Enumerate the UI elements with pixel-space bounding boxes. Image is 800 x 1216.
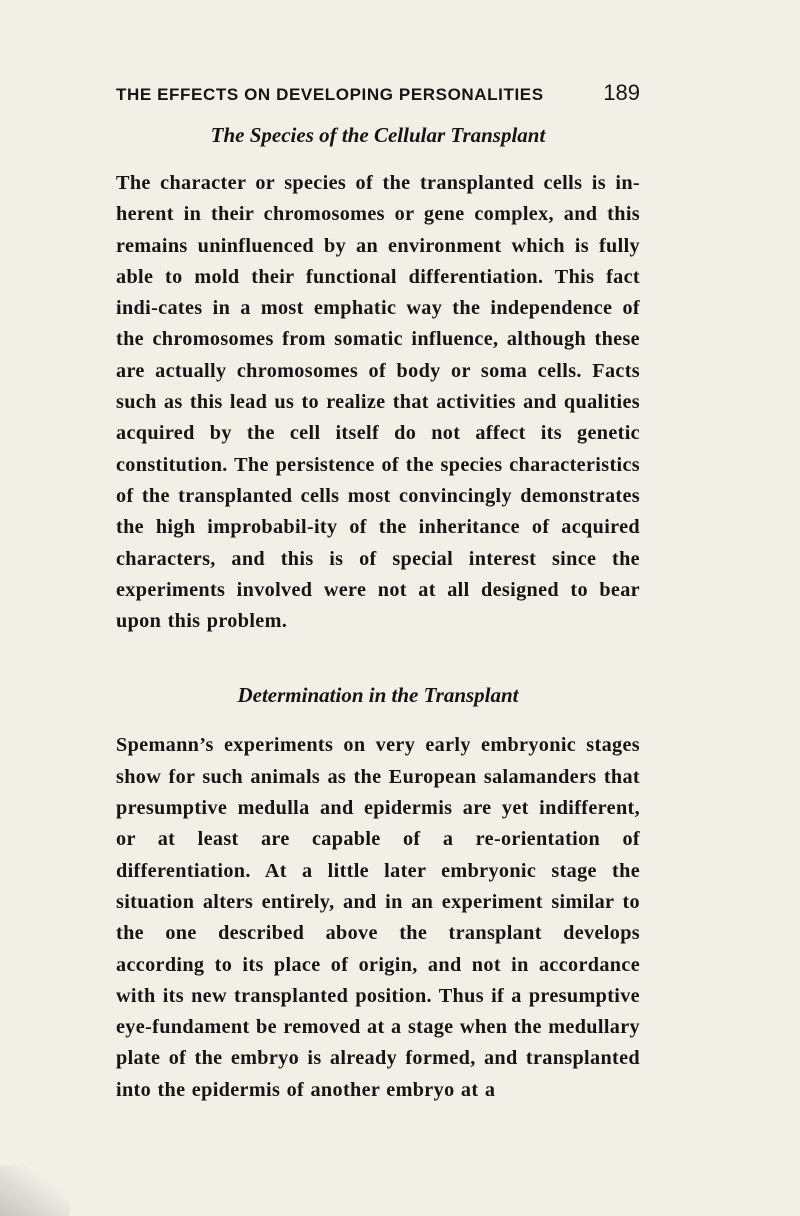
section-species <box>116 118 640 637</box>
body-paragraph: Spemann’s experiments on very early embryonic stages show for such animals as the European salamanders that presumptive medulla and epidermis are yet indifferent, or at least are capable of a re-orientation of differentiation. At a little later embryonic stage the situation alters entirely, and in an experiment similar to the one described above the transplant develops according to its place of origin, and not in accordance with its new transplanted position. Thus if a presumptive eye-fundament be removed at a stage when the medullary plate of the embryo is already formed, and transplanted into the epidermis of another embryo at a <box>116 734 640 1101</box>
body-paragraph: The character or species of the transplanted cells is in-herent in their chromosomes or gene complex, and this remains uninfluenced by an environment which is fully able to mold their functional differentiation. This fact indi-cates in a most emphatic way the independence of the chromosomes from somatic influence, although these are actually chromosomes of body or soma cells. Facts such as this lead us to realize that activities and qualities acquired by the cell itself do not affect its genetic constitution. The persistence of the species characteristics of the transplanted cells most convincingly demonstrates the high improbabil-ity of the inheritance of acquired characters, and this is of special interest since the experiments involved were not at all designed to bear upon this problem. <box>116 172 640 633</box>
section-heading: The Species of the Cellular Transplant <box>210 123 546 147</box>
page-edge-shadow <box>0 1166 70 1216</box>
page-number: 189 <box>603 80 640 105</box>
running-head-title: THE EFFECTS ON DEVELOPING PERSONALITIES <box>116 85 544 104</box>
section-heading: Determination in the Transplant <box>237 683 519 708</box>
page-content <box>116 80 640 1106</box>
running-head <box>116 80 640 116</box>
section-determination <box>116 678 640 1106</box>
